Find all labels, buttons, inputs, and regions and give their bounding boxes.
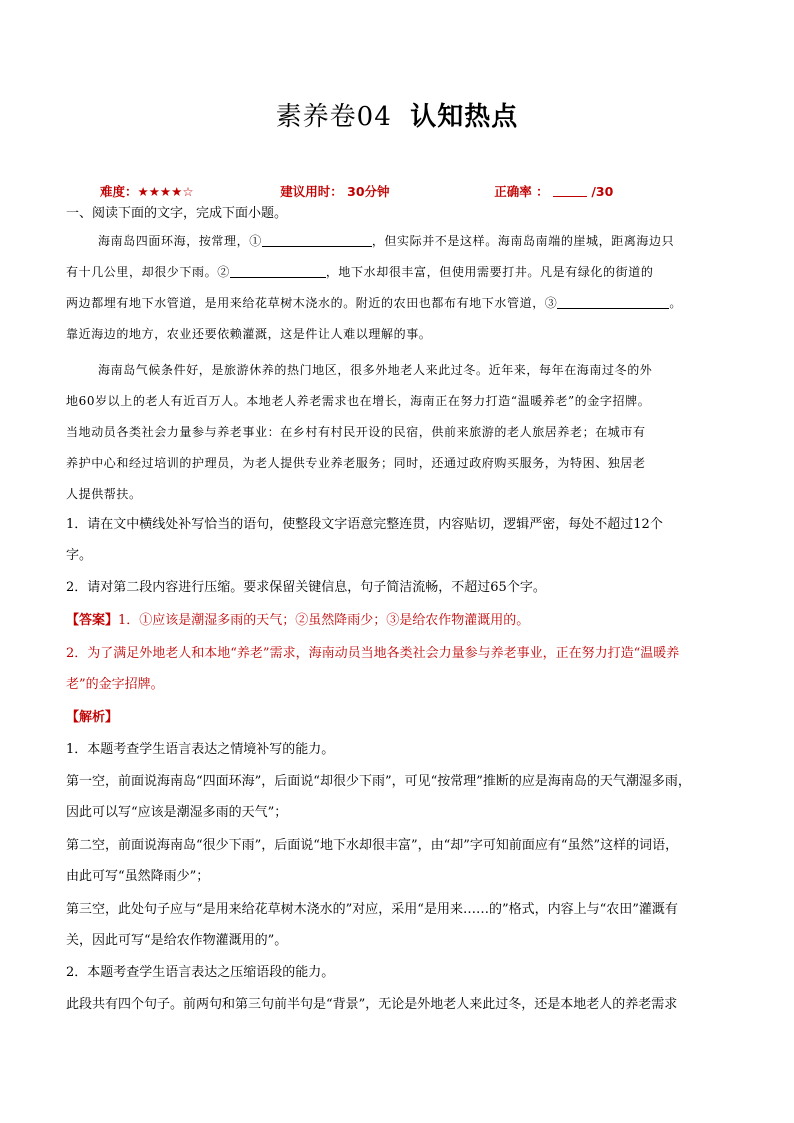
question-1-line: 1．请在文中横线处补写恰当的语句，使整段文字语意完整连贯，内容贴切，逻辑严密，每处不超过12个 xyxy=(66,517,663,532)
analysis-line: 第一空，前面说海南岛“四面环海”，后面说“却很少下雨”，可见“按常理”推断的应是海南岛的天气潮湿多雨， xyxy=(66,774,691,789)
passage-line: 海南岛四面环海，按常理，① ，但实际并不是这样。海南岛南端的崖城，距离海边只 xyxy=(98,234,675,248)
blank-3 xyxy=(557,295,669,309)
difficulty-label: 难度： xyxy=(100,184,138,199)
passage-line: 有十几公里，却很少下雨。② ，地下水却很丰富，但使用需要打井。凡是有绿化的街道的 xyxy=(66,265,654,279)
passage-line: 两边都埋有地下水管道，是用来给花草树木浇水的。附近的农田也都布有地下水管道，③ 。 xyxy=(66,296,683,310)
title-light: 素养卷04 xyxy=(275,102,392,132)
analysis-line: 1．本题考查学生语言表达之情境补写的能力。 xyxy=(66,742,335,757)
analysis-line: 此段共有四个句子。前两句和第三句前半句是“背景”，无论是外地老人来此过冬，还是本地老人的养老需求 xyxy=(66,997,678,1012)
passage-line: 地60岁以上的老人有近百万人。本地老人养老需求也在增长，海南正在努力打造“温暖养老”的金字招牌。 xyxy=(66,394,651,408)
answer-2-line: 老”的金字招牌。 xyxy=(66,677,164,692)
passage-line: 靠近海边的地方，农业还要依赖灌溉，这是件让人难以理解的事。 xyxy=(66,327,432,341)
accuracy-total: /30 xyxy=(591,184,614,199)
analysis-line: 第三空，此处句子应与“是用来给花草树木浇水的”对应，采用“是用来……的”格式，内容上与“农田”灌溉有 xyxy=(66,902,678,917)
passage-line: 人提供帮扶。 xyxy=(66,487,142,501)
analysis-line: 关，因此可写“是给农作物灌溉用的”。 xyxy=(66,933,288,948)
passage-line: 养护中心和经过培训的护理员，为老人提供专业养老服务；同时，还通过政府购买服务，为特困、独居老 xyxy=(66,456,646,470)
answer-2-line: 2．为了满足外地老人和本地“养老”需求，海南动员当地各类社会力量参与养老事业，正在努力打造“温暖养 xyxy=(66,646,680,661)
question-1-line: 字。 xyxy=(66,548,93,563)
time-label: 建议用时： xyxy=(280,184,343,199)
section-heading: 一、阅读下面的文字，完成下面小题。 xyxy=(66,206,288,221)
page-title xyxy=(0,96,794,133)
passage-line: 海南岛气候条件好，是旅游休养的热门地区，很多外地老人来此过冬。近年来，每年在海南过冬的外 xyxy=(98,363,653,377)
question-2: 2．请对第二段内容进行压缩。要求保留关键信息，句子简洁流畅，不超过65个字。 xyxy=(66,580,546,595)
accuracy-label: 正确率 ： xyxy=(494,184,549,199)
answer-label: 【答案】 xyxy=(66,613,119,628)
blank-1 xyxy=(262,233,372,247)
analysis-line: 因此可以写“应该是潮湿多雨的天气”； xyxy=(66,805,288,820)
title-bold: 认知热点 xyxy=(410,102,519,132)
blank-2 xyxy=(230,264,326,278)
analysis-label: 【解析】 xyxy=(66,710,119,725)
passage-line: 当地动员各类社会力量参与养老事业：在乡村有村民开设的民宿，供前来旅游的老人旅居养老；在城市有 xyxy=(66,425,646,439)
answer-1: 1．①应该是潮湿多雨的天气；②虽然降雨少；③是给农作物灌溉用的。 xyxy=(118,613,530,628)
time-value: 30分钟 xyxy=(347,184,390,199)
accuracy-blank xyxy=(553,184,587,197)
analysis-line: 2．本题考查学生语言表达之压缩语段的能力。 xyxy=(66,965,335,980)
analysis-line: 由此可写“虽然降雨少”； xyxy=(66,869,210,884)
answer-line-1 xyxy=(66,605,730,636)
difficulty-stars: ★★★★☆ xyxy=(137,184,194,199)
analysis-line: 第二空，前面说海南岛“很少下雨”，后面说“地下水却很丰富”，由“却”字可知前面应有“虽然”这样的词语， xyxy=(66,838,679,853)
